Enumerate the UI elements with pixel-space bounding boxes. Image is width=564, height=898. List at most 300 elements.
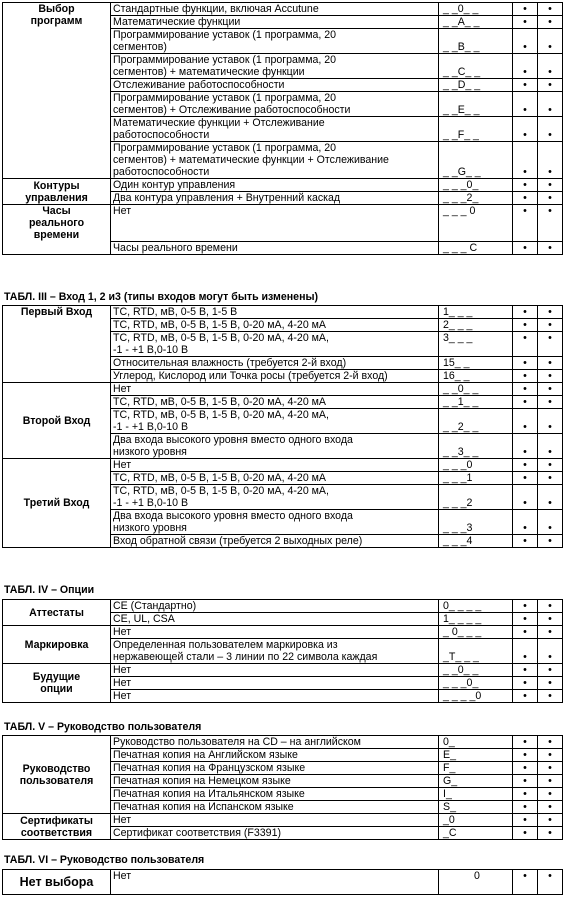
availability-dot-icon: • bbox=[538, 485, 563, 510]
group-label bbox=[3, 600, 111, 626]
option-code-text: 1_ _ _ bbox=[443, 306, 473, 318]
option-code-text: _ _ _ _0 bbox=[443, 690, 482, 702]
option-text-line bbox=[113, 229, 437, 241]
option-row bbox=[3, 3, 563, 16]
option-text-line: Математические функции bbox=[113, 16, 241, 28]
availability-dot-icon: • bbox=[538, 434, 563, 459]
option-row bbox=[3, 814, 563, 827]
option-text-line: Программирование уставок (1 программа, 20 bbox=[113, 92, 337, 104]
option-description bbox=[111, 242, 439, 255]
option-text-line: Вход обратной связи (требуется 2 выходных реле) bbox=[113, 535, 363, 547]
option-text-line: сегментов) bbox=[113, 41, 167, 53]
option-code-text: 0_ bbox=[443, 736, 455, 748]
availability-dot-icon: • bbox=[538, 179, 563, 192]
option-code-text: _ _ _3 bbox=[443, 522, 473, 534]
option-code bbox=[439, 613, 513, 626]
option-code bbox=[439, 142, 513, 179]
availability-dot-icon: • bbox=[538, 79, 563, 92]
availability-dot-icon: • bbox=[538, 613, 563, 626]
group-label-line: опции bbox=[40, 683, 73, 695]
availability-dot-icon: • bbox=[513, 749, 538, 762]
option-code-text: I_ bbox=[443, 788, 452, 800]
option-text-line: Математические функции + Отслеживание bbox=[113, 117, 325, 129]
group-label-line: Второй Вход bbox=[22, 414, 91, 427]
option-text-line: Руководство пользователя на CD – на английском bbox=[113, 736, 361, 748]
option-text-line: сегментов) + математические функции + Отслеживание bbox=[113, 154, 389, 166]
option-description bbox=[111, 92, 439, 117]
availability-dot-icon: • bbox=[513, 459, 538, 472]
option-code bbox=[439, 54, 513, 79]
option-code bbox=[439, 29, 513, 54]
option-code-text: _T_ _ _ bbox=[443, 651, 479, 663]
option-code bbox=[439, 827, 513, 840]
option-row bbox=[3, 179, 563, 192]
option-code bbox=[439, 205, 513, 242]
option-text-line: Печатная копия на Испанском языке bbox=[113, 801, 294, 813]
option-text-line: Сертификат соответствия (F3391) bbox=[113, 827, 281, 839]
option-text-line: Программирование уставок (1 программа, 20 bbox=[113, 29, 337, 41]
option-code bbox=[439, 3, 513, 16]
option-code-text: _ _C_ _ bbox=[443, 66, 481, 78]
option-code bbox=[439, 396, 513, 409]
availability-dot-icon: • bbox=[538, 319, 563, 332]
availability-dot-icon: • bbox=[513, 242, 538, 255]
availability-dot-icon: • bbox=[513, 775, 538, 788]
option-description bbox=[111, 762, 439, 775]
option-code-text: 0_ _ _ _ bbox=[443, 600, 482, 612]
availability-dot-icon: • bbox=[538, 775, 563, 788]
option-text-line: сегментов) + Отслеживание работоспособности bbox=[113, 104, 351, 116]
option-code bbox=[439, 485, 513, 510]
option-row bbox=[3, 626, 563, 639]
availability-dot-icon: • bbox=[513, 205, 538, 242]
option-text-line: Программирование уставок (1 программа, 20 bbox=[113, 142, 337, 154]
availability-dot-icon: • bbox=[538, 3, 563, 16]
option-code-text: _ _3_ _ bbox=[443, 446, 479, 458]
option-code-text: _ _ _2 bbox=[443, 497, 473, 509]
group-label-line: Аттестаты bbox=[29, 606, 84, 619]
group-label-line: Часы bbox=[42, 205, 71, 217]
option-description bbox=[111, 639, 439, 664]
option-text-line: -1 - +1 В,0-10 В bbox=[113, 344, 189, 356]
option-description bbox=[111, 179, 439, 192]
availability-dot-icon: • bbox=[513, 192, 538, 205]
availability-dot-icon: • bbox=[513, 485, 538, 510]
option-code bbox=[439, 510, 513, 535]
option-text-line: TC, RTD, мВ, 0-5 В, 1-5 В, 0-20 мА, 4-20 мА bbox=[113, 472, 327, 484]
option-code bbox=[439, 332, 513, 357]
availability-dot-icon: • bbox=[538, 827, 563, 840]
availability-dot-icon: • bbox=[538, 29, 563, 54]
option-code bbox=[439, 870, 513, 895]
option-description bbox=[111, 142, 439, 179]
option-code bbox=[439, 749, 513, 762]
option-code bbox=[439, 775, 513, 788]
availability-dot-icon: • bbox=[538, 814, 563, 827]
availability-dot-icon: • bbox=[513, 16, 538, 29]
availability-dot-icon: • bbox=[513, 29, 538, 54]
availability-dot-icon: • bbox=[513, 370, 538, 383]
option-text-line: Определенная пользователем маркировка из bbox=[113, 639, 338, 651]
option-code-text: _C bbox=[443, 827, 457, 839]
availability-dot-icon: • bbox=[513, 788, 538, 801]
availability-dot-icon: • bbox=[513, 54, 538, 79]
option-description bbox=[111, 485, 439, 510]
option-text-line: Нет bbox=[113, 677, 132, 689]
option-description bbox=[111, 3, 439, 16]
option-description bbox=[111, 332, 439, 357]
availability-dot-icon: • bbox=[513, 409, 538, 434]
section-heading: ТАБЛ. V – Руководство пользователя bbox=[4, 721, 202, 733]
option-code-text: 15_ _ bbox=[443, 357, 470, 369]
group-label-line: Сертификаты bbox=[20, 814, 93, 827]
option-code bbox=[439, 306, 513, 319]
group-label bbox=[3, 3, 111, 179]
group-label-line: Нет выбора bbox=[19, 875, 94, 889]
option-code-text: _ _ _ C bbox=[443, 242, 478, 254]
availability-dot-icon: • bbox=[538, 788, 563, 801]
availability-dot-icon: • bbox=[538, 535, 563, 548]
availability-dot-icon: • bbox=[538, 192, 563, 205]
option-description bbox=[111, 409, 439, 434]
option-text-line: Отслеживание работоспособности bbox=[113, 79, 285, 91]
option-text-line: TC, RTD, мВ, 0-5 В, 1-5 В, 0-20 мА, 4-20 мА, bbox=[113, 332, 329, 344]
option-text-line: сегментов) + математические функции bbox=[113, 66, 305, 78]
option-code bbox=[439, 92, 513, 117]
option-text-line: CE, UL, CSA bbox=[113, 613, 175, 625]
availability-dot-icon: • bbox=[538, 409, 563, 434]
option-text-line bbox=[113, 217, 437, 229]
option-description bbox=[111, 54, 439, 79]
group-label bbox=[3, 870, 111, 895]
option-description bbox=[111, 677, 439, 690]
option-code bbox=[439, 459, 513, 472]
option-code-text: _ _B_ _ bbox=[443, 41, 480, 53]
options-table-3 bbox=[2, 599, 563, 703]
availability-dot-icon: • bbox=[538, 472, 563, 485]
option-text-line: Нет bbox=[113, 814, 132, 826]
availability-dot-icon: • bbox=[513, 801, 538, 814]
option-code-text: _ _ _1 bbox=[443, 472, 473, 484]
availability-dot-icon: • bbox=[513, 383, 538, 396]
option-row bbox=[3, 736, 563, 749]
option-description bbox=[111, 535, 439, 548]
option-code-text: _ _D_ _ bbox=[443, 79, 481, 91]
option-code-text: _ _0_ _ bbox=[443, 383, 479, 395]
availability-dot-icon: • bbox=[513, 472, 538, 485]
option-code bbox=[439, 242, 513, 255]
availability-dot-icon: • bbox=[513, 319, 538, 332]
group-label bbox=[3, 179, 111, 205]
option-row bbox=[3, 600, 563, 613]
group-label-line: Маркировка bbox=[24, 638, 89, 651]
group-label bbox=[3, 383, 111, 459]
option-code-text: _ _ _0 bbox=[443, 459, 473, 471]
group-label-line: Будущие bbox=[32, 671, 81, 683]
option-text-line: Два входа высокого уровня вместо одного входа bbox=[113, 434, 353, 446]
option-code bbox=[439, 600, 513, 613]
option-text-line: Углерод, Кислород или Точка росы (требуется 2-й вход) bbox=[113, 370, 388, 382]
availability-dot-icon: • bbox=[513, 434, 538, 459]
availability-dot-icon: • bbox=[513, 664, 538, 677]
availability-dot-icon: • bbox=[513, 396, 538, 409]
option-code bbox=[439, 814, 513, 827]
availability-dot-icon: • bbox=[513, 762, 538, 775]
option-text-line: Два входа высокого уровня вместо одного входа bbox=[113, 510, 353, 522]
availability-dot-icon: • bbox=[513, 179, 538, 192]
option-text-line: Часы реального времени bbox=[113, 242, 238, 254]
group-label-line: Выбор bbox=[38, 3, 75, 15]
option-code-text: F_ bbox=[443, 762, 456, 774]
option-text-line: -1 - +1 В,0-10 В bbox=[113, 497, 189, 509]
availability-dot-icon: • bbox=[538, 332, 563, 357]
option-code-text: _ _0_ _ bbox=[443, 3, 479, 15]
option-code-text: 0 bbox=[474, 870, 480, 882]
option-description bbox=[111, 16, 439, 29]
availability-dot-icon: • bbox=[538, 749, 563, 762]
availability-dot-icon: • bbox=[513, 600, 538, 613]
option-text-line: -1 - +1 В,0-10 В bbox=[113, 421, 189, 433]
option-text-line: Два контура управления + Внутренний каскад bbox=[113, 192, 341, 204]
option-code-text: _ _ _0_ bbox=[443, 677, 479, 689]
group-label-line: пользователя bbox=[19, 774, 94, 787]
availability-dot-icon: • bbox=[513, 535, 538, 548]
option-text-line: TC, RTD, мВ, 0-5 В, 1-5 В bbox=[113, 306, 238, 318]
option-text-line: Нет bbox=[113, 383, 132, 395]
group-label-line: Третий Вход bbox=[23, 497, 90, 509]
availability-dot-icon: • bbox=[538, 370, 563, 383]
option-text-line: низкого уровня bbox=[113, 522, 187, 534]
availability-dot-icon: • bbox=[538, 762, 563, 775]
options-table-5 bbox=[2, 869, 563, 895]
option-code-text: _0 bbox=[443, 814, 455, 826]
option-text-line: работоспособности bbox=[113, 166, 210, 178]
option-code-text: _ _1_ _ bbox=[443, 396, 479, 408]
option-text-line: Один контур управления bbox=[113, 179, 236, 191]
group-label bbox=[3, 306, 111, 383]
option-description bbox=[111, 319, 439, 332]
availability-dot-icon: • bbox=[538, 54, 563, 79]
option-text-line: Нет bbox=[113, 459, 132, 471]
availability-dot-icon: • bbox=[513, 332, 538, 357]
option-description bbox=[111, 801, 439, 814]
option-text-line bbox=[113, 882, 437, 894]
availability-dot-icon: • bbox=[538, 117, 563, 142]
option-text-line: Стандартные функции, включая Accutune bbox=[113, 3, 319, 15]
group-label bbox=[3, 626, 111, 664]
option-text-line: Печатная копия на Французском языке bbox=[113, 762, 306, 774]
option-code-text: 1_ _ _ _ bbox=[443, 613, 482, 625]
option-code bbox=[439, 639, 513, 664]
availability-dot-icon: • bbox=[538, 801, 563, 814]
section-heading: ТАБЛ. IV – Опции bbox=[4, 584, 95, 596]
option-text-line: нержавеющей стали – 3 линии по 22 символа каждая bbox=[113, 651, 378, 663]
option-code bbox=[439, 117, 513, 142]
option-text-line: TC, RTD, мВ, 0-5 В, 1-5 В, 0-20 мА, 4-20 мА bbox=[113, 396, 327, 408]
option-code-text: _ _A_ _ bbox=[443, 16, 480, 28]
option-text-line: Печатная копия на Немецком языке bbox=[113, 775, 291, 787]
option-description bbox=[111, 736, 439, 749]
option-text-line: Нет bbox=[113, 205, 132, 217]
availability-dot-icon: • bbox=[538, 16, 563, 29]
option-text-line: низкого уровня bbox=[113, 446, 187, 458]
option-code bbox=[439, 383, 513, 396]
option-code bbox=[439, 409, 513, 434]
option-code bbox=[439, 626, 513, 639]
availability-dot-icon: • bbox=[538, 639, 563, 664]
group-label bbox=[3, 459, 111, 548]
option-text-line: CE (Стандартно) bbox=[113, 600, 197, 612]
options-table-1 bbox=[2, 2, 563, 255]
availability-dot-icon: • bbox=[513, 306, 538, 319]
availability-dot-icon: • bbox=[513, 690, 538, 703]
option-description bbox=[111, 192, 439, 205]
option-code bbox=[439, 664, 513, 677]
availability-dot-icon: • bbox=[513, 613, 538, 626]
option-text-line: Нет bbox=[113, 690, 132, 702]
group-label-line: Руководство bbox=[22, 762, 91, 775]
option-description bbox=[111, 870, 439, 895]
option-code-text: _ _ _2_ bbox=[443, 192, 479, 204]
option-code bbox=[439, 434, 513, 459]
group-label bbox=[3, 664, 111, 703]
group-label bbox=[3, 205, 111, 255]
availability-dot-icon: • bbox=[513, 357, 538, 370]
option-description bbox=[111, 626, 439, 639]
option-description bbox=[111, 472, 439, 485]
availability-dot-icon: • bbox=[538, 205, 563, 242]
group-label-line: соответствия bbox=[20, 826, 93, 839]
option-code-text: _ 0_ _ _ bbox=[443, 626, 482, 638]
option-description bbox=[111, 459, 439, 472]
availability-dot-icon: • bbox=[513, 677, 538, 690]
availability-dot-icon: • bbox=[538, 626, 563, 639]
option-description bbox=[111, 690, 439, 703]
option-description bbox=[111, 29, 439, 54]
option-description bbox=[111, 205, 439, 242]
option-code-text: 3_ _ _ bbox=[443, 332, 473, 344]
option-text-line: TC, RTD, мВ, 0-5 В, 1-5 В, 0-20 мА, 4-20 мА bbox=[113, 319, 327, 331]
availability-dot-icon: • bbox=[538, 396, 563, 409]
option-code bbox=[439, 357, 513, 370]
option-text-line: Печатная копия на Английском языке bbox=[113, 749, 298, 761]
option-code-text: 16_ _ bbox=[443, 370, 470, 382]
option-code bbox=[439, 370, 513, 383]
option-code bbox=[439, 788, 513, 801]
options-table-4 bbox=[2, 735, 563, 840]
option-code bbox=[439, 677, 513, 690]
option-code-text: S_ bbox=[443, 801, 456, 813]
option-code-text: G_ bbox=[443, 775, 458, 787]
option-code-text: _ _0_ _ bbox=[443, 664, 479, 676]
option-row bbox=[3, 383, 563, 396]
option-text-line: Печатная копия на Итальянском языке bbox=[113, 788, 305, 800]
option-code-text: _ _E_ _ bbox=[443, 104, 480, 116]
group-label bbox=[3, 814, 111, 840]
option-row bbox=[3, 205, 563, 242]
availability-dot-icon: • bbox=[538, 357, 563, 370]
option-row bbox=[3, 664, 563, 677]
availability-dot-icon: • bbox=[538, 736, 563, 749]
group-label-line: Первый Вход bbox=[20, 306, 93, 318]
option-code bbox=[439, 79, 513, 92]
group-label bbox=[3, 736, 111, 814]
option-code bbox=[439, 192, 513, 205]
option-description bbox=[111, 600, 439, 613]
option-description bbox=[111, 357, 439, 370]
option-code bbox=[439, 319, 513, 332]
option-row bbox=[3, 870, 563, 895]
availability-dot-icon: • bbox=[538, 690, 563, 703]
option-text-line: Нет bbox=[113, 626, 132, 638]
availability-dot-icon: • bbox=[538, 664, 563, 677]
availability-dot-icon: • bbox=[513, 639, 538, 664]
group-label-line: времени bbox=[33, 229, 80, 241]
option-code bbox=[439, 472, 513, 485]
option-text-line: TC, RTD, мВ, 0-5 В, 1-5 В, 0-20 мА, 4-20 мА, bbox=[113, 409, 329, 421]
option-code-text: _ _F_ _ bbox=[443, 129, 479, 141]
availability-dot-icon: • bbox=[538, 600, 563, 613]
option-code bbox=[439, 690, 513, 703]
option-description bbox=[111, 827, 439, 840]
option-text-line: TC, RTD, мВ, 0-5 В, 1-5 В, 0-20 мА, 4-20 мА, bbox=[113, 485, 329, 497]
option-code-text: 2_ _ _ bbox=[443, 319, 473, 331]
option-code bbox=[439, 736, 513, 749]
availability-dot-icon: • bbox=[538, 870, 563, 895]
section-heading: ТАБЛ. VI – Руководство пользователя bbox=[4, 854, 205, 866]
option-description bbox=[111, 117, 439, 142]
option-description bbox=[111, 306, 439, 319]
option-description bbox=[111, 79, 439, 92]
option-text-line: работоспособности bbox=[113, 129, 210, 141]
option-description bbox=[111, 788, 439, 801]
option-description bbox=[111, 775, 439, 788]
option-code bbox=[439, 179, 513, 192]
availability-dot-icon: • bbox=[513, 92, 538, 117]
option-description bbox=[111, 383, 439, 396]
option-code-text: _ _ _0_ bbox=[443, 179, 479, 191]
option-code-text: _ _2_ _ bbox=[443, 421, 479, 433]
availability-dot-icon: • bbox=[538, 306, 563, 319]
availability-dot-icon: • bbox=[513, 79, 538, 92]
option-description bbox=[111, 510, 439, 535]
availability-dot-icon: • bbox=[513, 827, 538, 840]
option-text-line: Относительная влажность (требуется 2-й вход) bbox=[113, 357, 347, 369]
option-text-line: Программирование уставок (1 программа, 20 bbox=[113, 54, 337, 66]
availability-dot-icon: • bbox=[513, 736, 538, 749]
availability-dot-icon: • bbox=[513, 3, 538, 16]
option-description bbox=[111, 814, 439, 827]
option-text-line: Нет bbox=[113, 870, 132, 882]
option-code-text: _ _G_ _ bbox=[443, 166, 481, 178]
option-text-line: Нет bbox=[113, 664, 132, 676]
option-row bbox=[3, 306, 563, 319]
availability-dot-icon: • bbox=[538, 510, 563, 535]
option-description bbox=[111, 370, 439, 383]
option-code bbox=[439, 535, 513, 548]
availability-dot-icon: • bbox=[513, 510, 538, 535]
availability-dot-icon: • bbox=[513, 117, 538, 142]
availability-dot-icon: • bbox=[513, 814, 538, 827]
option-code-text: _ _ _4 bbox=[443, 535, 473, 547]
option-code bbox=[439, 801, 513, 814]
option-description bbox=[111, 664, 439, 677]
availability-dot-icon: • bbox=[513, 870, 538, 895]
availability-dot-icon: • bbox=[538, 242, 563, 255]
availability-dot-icon: • bbox=[513, 142, 538, 179]
availability-dot-icon: • bbox=[513, 626, 538, 639]
option-description bbox=[111, 749, 439, 762]
